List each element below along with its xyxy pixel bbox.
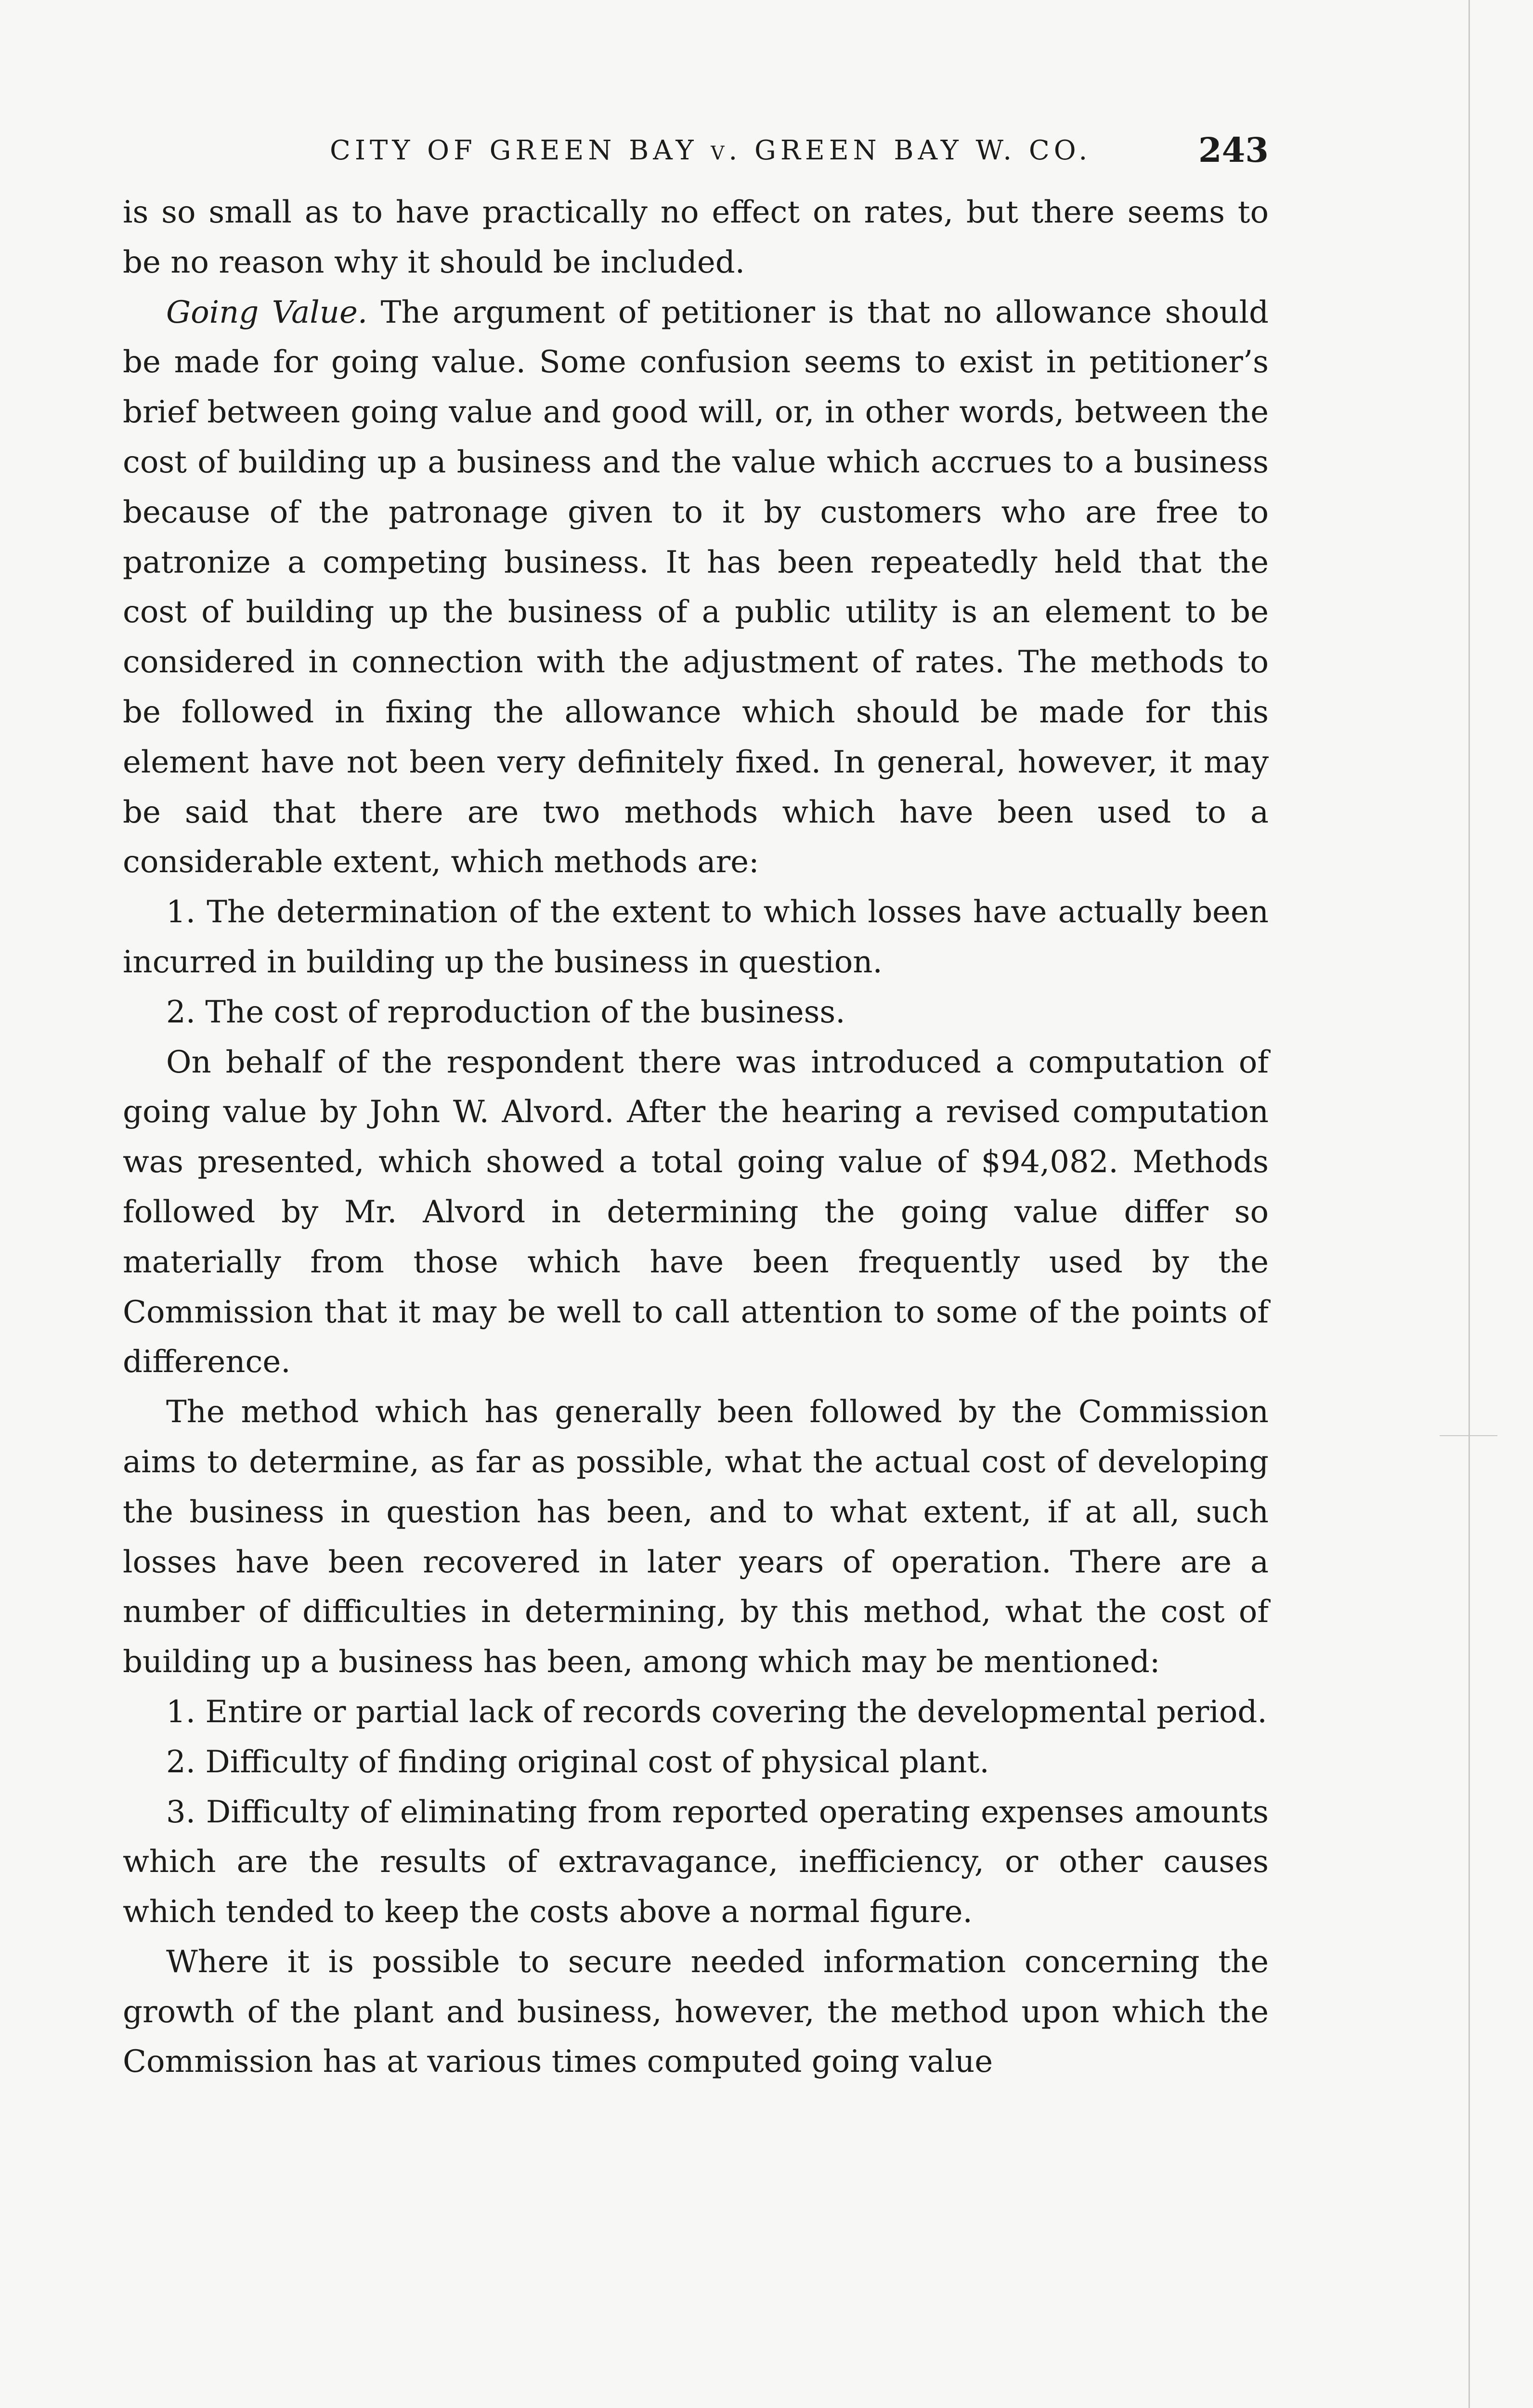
right-edge-shadow [1468, 0, 1470, 2408]
list-item-difficulty-3: 3. Difficulty of eliminating from reported operating expenses amounts which are the results of extravagance, inefficiency, or other causes which tended to keep the costs above a normal figure. [123, 1794, 1269, 1930]
running-title: CITY OF GREEN BAY v. GREEN BAY W. CO. [330, 135, 1092, 166]
list-item-method-1: 1. The determination of the extent to which losses have actually been incurred in building up the business in question. [123, 894, 1269, 980]
paragraph-going-value-text: The argument of petitioner is that no allowance should be made for going value. Some confusion seems to exist in petitioner’s brief between going value and good will, or, in other words, between the cost of building up a business and the value which accrues to a business because of the patronage given to it by customers who are free to patronize a competing business. It has been repeatedly held that the cost of building up the business of a public utility is an element to be considered in connection with the adjustment of rates. The methods to be followed in fixing the allowance which should be made for this element have not been very definitely fixed. In general, however, it may be said that there are two methods which have been used to a considerable extent, which methods are: [123, 294, 1269, 880]
list-item-difficulty-1: 1. Entire or partial lack of records covering the developmental period. [166, 1694, 1267, 1730]
page [123, 116, 1269, 2087]
paragraph-where-possible: Where it is possible to secure needed information concerning the growth of the plant and business, however, the method upon which the Commission has at various times computed going value [123, 1944, 1269, 2080]
paragraph-commission-method: The method which has generally been followed by the Commission aims to determine, as far as possible, what the actual cost of developing the business in question has been, and to what extent, if at all, such losses have been recovered in later years of operation. There are a number of difficulties in determining, by this method, what the cost of building up a business has been, among which may be mentioned: [123, 1394, 1269, 1680]
paragraph-alvord-computation: On behalf of the respondent there was introduced a computation of going value by John W. Alvord. After the hearing a revised computation was presented, which showed a total going value of $94,082. Methods followed by Mr. Alvord in determining the going value differ so materially from those which have been frequently used by the Commission that it may be well to call attention to some of the points of difference. [123, 1044, 1269, 1380]
running-head [123, 116, 1269, 188]
list-item-difficulty-2: 2. Difficulty of finding original cost of physical plant. [166, 1744, 989, 1780]
paragraph-going-value [123, 288, 1269, 888]
paragraph-continuation: is so small as to have practically no effect on rates, but there seems to be no reason why it should be included. [123, 195, 1269, 280]
section-heading-going-value: Going Value. [166, 294, 368, 330]
list-item-method-2: 2. The cost of reproduction of the business. [166, 994, 845, 1030]
body-text [123, 188, 1269, 2087]
edge-dots [1440, 1435, 1497, 1436]
page-number: 243 [1198, 130, 1269, 170]
